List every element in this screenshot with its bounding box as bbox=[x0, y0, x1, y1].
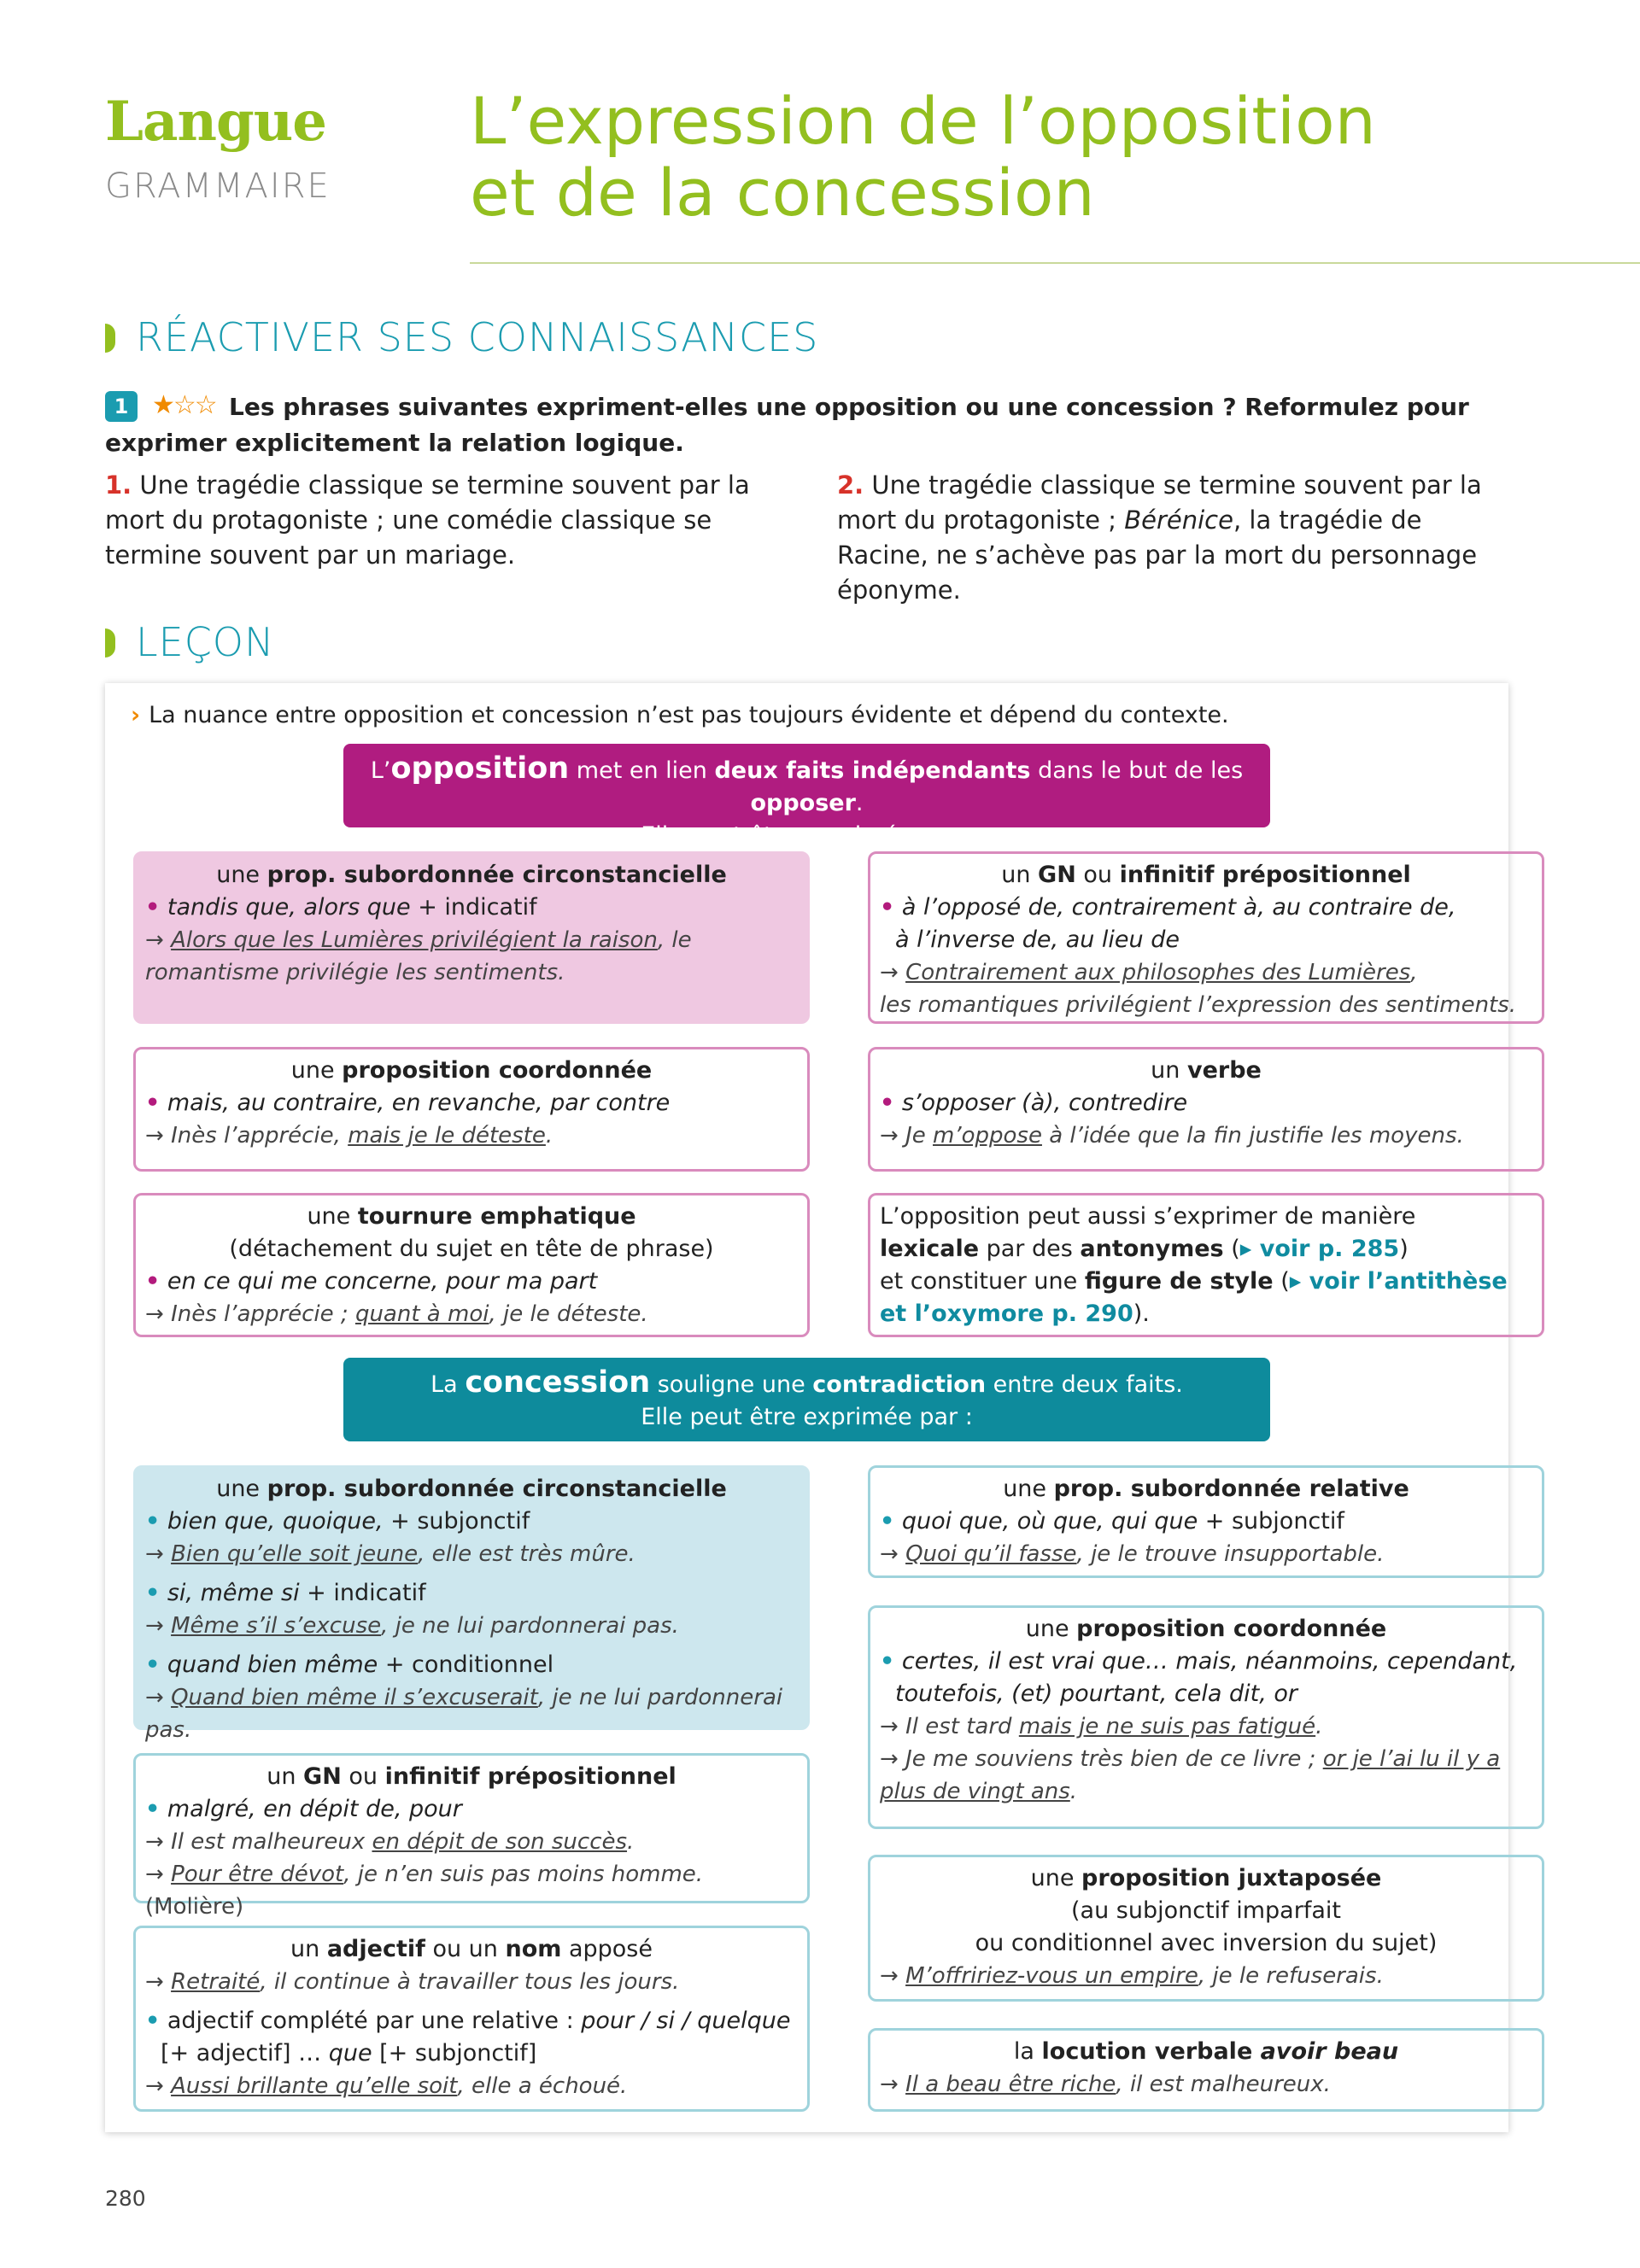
link-voir-p285[interactable]: ▸ voir p. 285 bbox=[1239, 1236, 1400, 1262]
difficulty-stars-icon: ★☆☆ bbox=[152, 390, 216, 420]
title-line-1: L’expression de l’opposition bbox=[470, 83, 1376, 159]
concession-relative-box: une prop. subordonnée relative • quoi que, où que, qui que + subjonctif → Quoi qu’il fasse, je le trouve insupportable. bbox=[868, 1465, 1544, 1578]
concession-coordinated-box: une proposition coordonnée • certes, il est vrai que… mais, néanmoins, cependant, toutefois, (et) pourtant, cela dit, or → Il est tard mais je ne suis pas fatigué. → Je me souviens très bien de ce livre ; or je l’ai lu il y a plus de vingt ans. bbox=[868, 1605, 1544, 1829]
link-voir-antithese[interactable]: ▸ voir l’antithèse bbox=[1289, 1268, 1508, 1295]
opposition-verb-box: un verbe • s’opposer (à), contredire → Je m’oppose à l’idée que la fin justifie les moyens. bbox=[868, 1047, 1544, 1172]
subject-title: Langue bbox=[105, 90, 326, 154]
concession-subordinate-box: une prop. subordonnée circonstancielle • bien que, quoique, + subjonctif → Bien qu’elle soit jeune, elle est très mûre. • si, même si + indicatif → Même s’il s’excuse, je ne lui pardonnerai pas. • quand bien même + conditionnel → Quand bien même il s’excuserait, je ne lui pardonnerai pas. bbox=[133, 1465, 810, 1730]
exercise-question: ★☆☆ Les phrases suivantes expriment-elles une opposition ou une concession ? Reformulez pour exprimer explicitement la relation logique. bbox=[105, 389, 1523, 461]
chevron-icon: › bbox=[131, 702, 141, 728]
section-marker-icon bbox=[105, 628, 115, 658]
opposition-lexical-box: L’opposition peut aussi s’exprimer de manière lexicale par des antonymes (▸ voir p. 285) et constituer une figure de style (▸ voir l’antithèse et l’oxymore p. 290). bbox=[868, 1193, 1544, 1337]
opposition-subordinate-box: une prop. subordonnée circonstancielle • tandis que, alors que + indicatif → Alors que les Lumières privilégient la raison, le romantisme privilégie les sentiments. bbox=[133, 851, 810, 1024]
page-number: 280 bbox=[105, 2186, 146, 2211]
opposition-coordinated-box: une proposition coordonnée • mais, au contraire, en revanche, par contre → Inès l’apprécie, mais je le déteste. bbox=[133, 1047, 810, 1172]
opposition-gn-box: un GN ou infinitif prépositionnel • à l’opposé de, contrairement à, au contraire de, à l’inverse de, au lieu de → Contrairement aux philosophes des Lumières, les romantiques privilégient l’expression des sentiments. bbox=[868, 851, 1544, 1024]
concession-adjective-box: un adjectif ou un nom apposé → Retraité, il continue à travailler tous les jours. • adjectif complété par une relative : pour / si / quelque [+ adjectif] … que [+ subjonctif] → Aussi brillante qu’elle soit, elle a échoué. bbox=[133, 1926, 810, 2112]
exercise-number-badge: 1 bbox=[105, 391, 138, 422]
title-divider bbox=[470, 262, 1640, 264]
concession-gn-box: un GN ou infinitif prépositionnel • malgré, en dépit de, pour → Il est malheureux en dépit de son succès. → Pour être dévot, je n’en suis pas moins homme. (Molière) bbox=[133, 1753, 810, 1903]
concession-banner: La concession souligne une contradiction entre deux faits. Elle peut être exprimée par : bbox=[343, 1358, 1270, 1441]
exercise-item-1: 1. Une tragédie classique se termine souvent par la mort du protagoniste ; une comédie classique se termine souvent par un mariage. bbox=[105, 471, 750, 570]
exercise-item-2: 2. Une tragédie classique se termine souvent par la mort du protagoniste ; Bérénice, la tragédie de Racine, ne s’achève pas par la mort du personnage éponyme. bbox=[837, 471, 1482, 605]
opposition-emphatic-box: une tournure emphatique (détachement du sujet en tête de phrase) • en ce qui me concerne, pour ma part → Inès l’apprécie ; quant à moi, je le déteste. bbox=[133, 1193, 810, 1337]
category-label: GRAMMAIRE bbox=[105, 167, 331, 206]
lesson-card bbox=[105, 683, 1518, 2132]
section-reactivate-heading: RÉACTIVER SES CONNAISSANCES bbox=[105, 314, 818, 360]
concession-juxtaposed-box: une proposition juxtaposée (au subjonctif imparfait ou conditionnel avec inversion du sujet) → M’offririez-vous un empire, je le refuserais. bbox=[868, 1855, 1544, 2002]
section-marker-icon bbox=[105, 324, 115, 353]
title-line-2: et de la concession bbox=[470, 155, 1095, 231]
opposition-banner: L’opposition met en lien deux faits indépendants dans le but de les opposer. Elle peut être exprimée par : bbox=[343, 744, 1270, 827]
concession-locution-box: la locution verbale avoir beau → Il a beau être riche, il est malheureux. bbox=[868, 2028, 1544, 2112]
section-lesson-heading: LEÇON bbox=[105, 619, 274, 665]
link-oxymore-p290[interactable]: et l’oxymore p. 290 bbox=[880, 1301, 1133, 1327]
page-title bbox=[470, 85, 1376, 229]
lesson-intro: › La nuance entre opposition et concession n’est pas toujours évidente et dépend du contexte. bbox=[131, 702, 1229, 728]
